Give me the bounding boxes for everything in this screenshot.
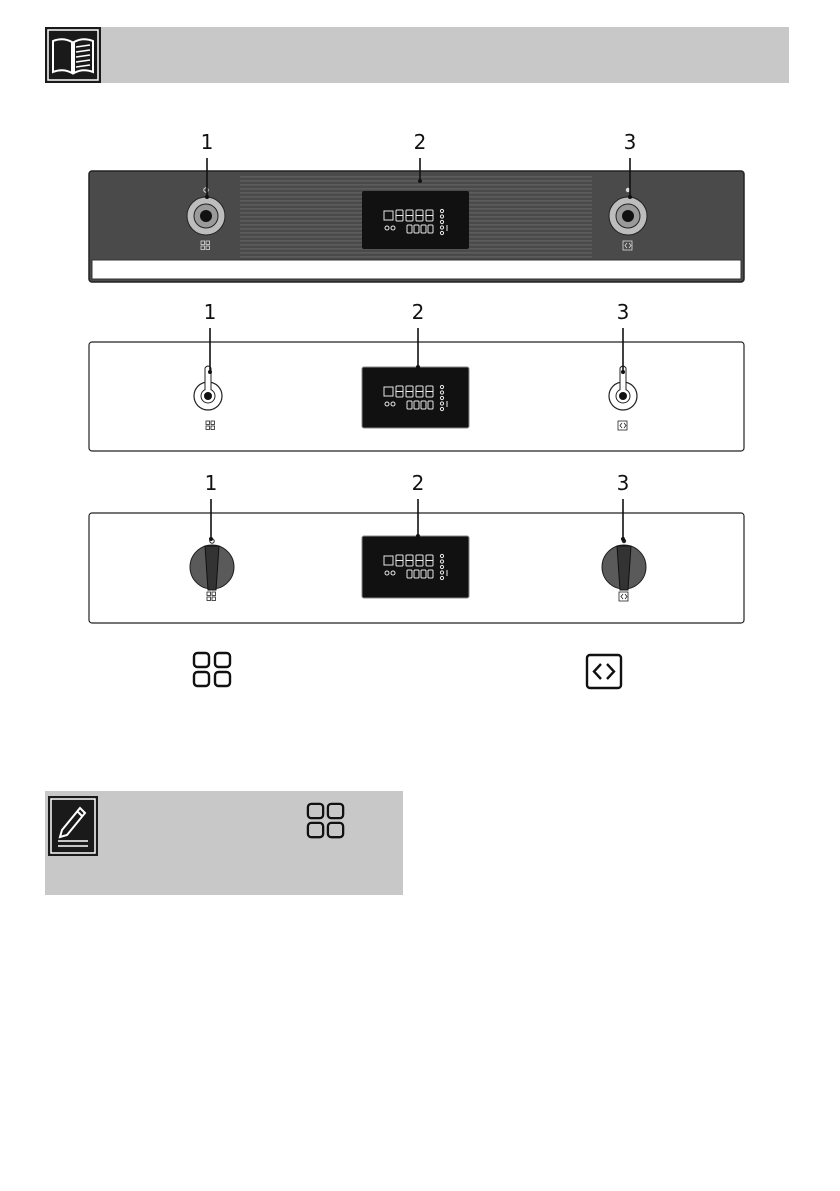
callout-number: 3	[616, 300, 630, 324]
callout-dot	[205, 195, 209, 199]
pencil-note-icon	[48, 796, 98, 856]
callout-dot	[621, 537, 625, 541]
callout-number: 1	[203, 300, 217, 324]
note-box	[45, 791, 403, 895]
callout-dot	[628, 195, 632, 199]
callout-dot	[416, 365, 420, 369]
callout-dot	[418, 179, 422, 183]
callout-number: 1	[204, 471, 218, 495]
callout-dot	[416, 534, 420, 538]
panel-outline-knob	[89, 513, 744, 623]
callout-number: 2	[413, 130, 427, 154]
grid-icon	[192, 651, 234, 689]
callout-number: 1	[200, 130, 214, 154]
callout-dot	[209, 537, 213, 541]
callout-number: 3	[623, 130, 637, 154]
code-arrows-icon	[585, 653, 625, 691]
callout-dot	[621, 370, 625, 374]
note-grid-icon	[306, 801, 346, 841]
callout-dot	[208, 370, 212, 374]
panel-dark	[89, 171, 744, 282]
callout-number: 2	[411, 471, 425, 495]
callout-number: 3	[616, 471, 630, 495]
callout-number: 2	[411, 300, 425, 324]
